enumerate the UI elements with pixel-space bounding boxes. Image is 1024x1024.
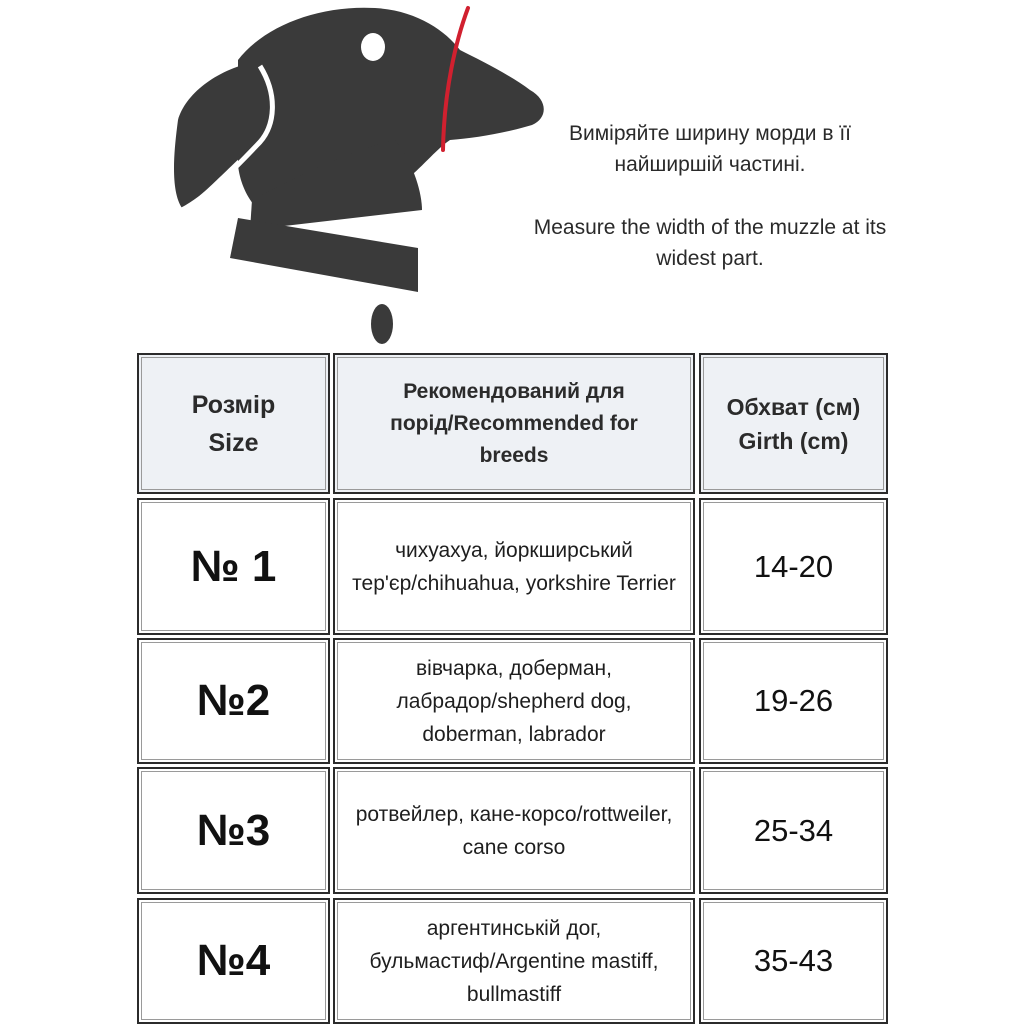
dog-tag — [371, 304, 393, 344]
header-breeds: Рекомендований для порід/Recommended for breeds — [390, 379, 638, 467]
breeds-cell-4 — [333, 898, 695, 1024]
breeds-value: ротвейлер, кане-корсо/rottweiler, cane corso — [355, 802, 673, 859]
dog-head-icon — [160, 0, 560, 350]
breeds-value: чихуахуа, йоркширський тер'єр/chihuahua, yorkshire Terrier — [352, 538, 676, 595]
breeds-value: аргентинськiй дог, бульмастиф/Argentine mastiff, bullmastiff — [369, 916, 659, 1006]
breeds-cell-3 — [333, 767, 695, 894]
girth-value: 25-34 — [753, 812, 834, 848]
girth-value: 35-43 — [753, 943, 834, 978]
size-cell-2 — [137, 638, 330, 764]
size-value: №4 — [196, 936, 271, 985]
girth-cell-1 — [699, 498, 888, 635]
size-cell-4 — [137, 898, 330, 1024]
size-value: № 1 — [190, 541, 277, 591]
breeds-value: вівчарка, доберман, лабрадор/shepherd dog, doberman, labrador — [396, 656, 632, 746]
girth-cell-4 — [699, 898, 888, 1024]
size-value: №3 — [196, 805, 271, 855]
header-breeds-cell — [333, 353, 695, 494]
dog-collar — [230, 218, 418, 292]
size-value: №2 — [196, 676, 271, 725]
breeds-cell-1 — [333, 498, 695, 635]
instruction-uk: Виміряйте ширину морди в її найширшій частині. — [569, 122, 851, 176]
breeds-cell-2 — [333, 638, 695, 764]
header-girth-cell — [699, 353, 888, 494]
girth-value: 19-26 — [753, 683, 834, 718]
size-cell-3 — [137, 767, 330, 894]
header-size: Розмір Size — [191, 390, 276, 457]
girth-cell-2 — [699, 638, 888, 764]
header-size-cell — [137, 353, 330, 494]
dog-eye — [361, 33, 385, 61]
header-girth: Обхват (см) Girth (cm) — [726, 393, 861, 454]
girth-cell-3 — [699, 767, 888, 894]
girth-value: 14-20 — [753, 548, 834, 584]
size-cell-1 — [137, 498, 330, 635]
instruction-en: Measure the width of the muzzle at its widest part. — [533, 216, 887, 270]
measure-instructions — [530, 118, 890, 274]
